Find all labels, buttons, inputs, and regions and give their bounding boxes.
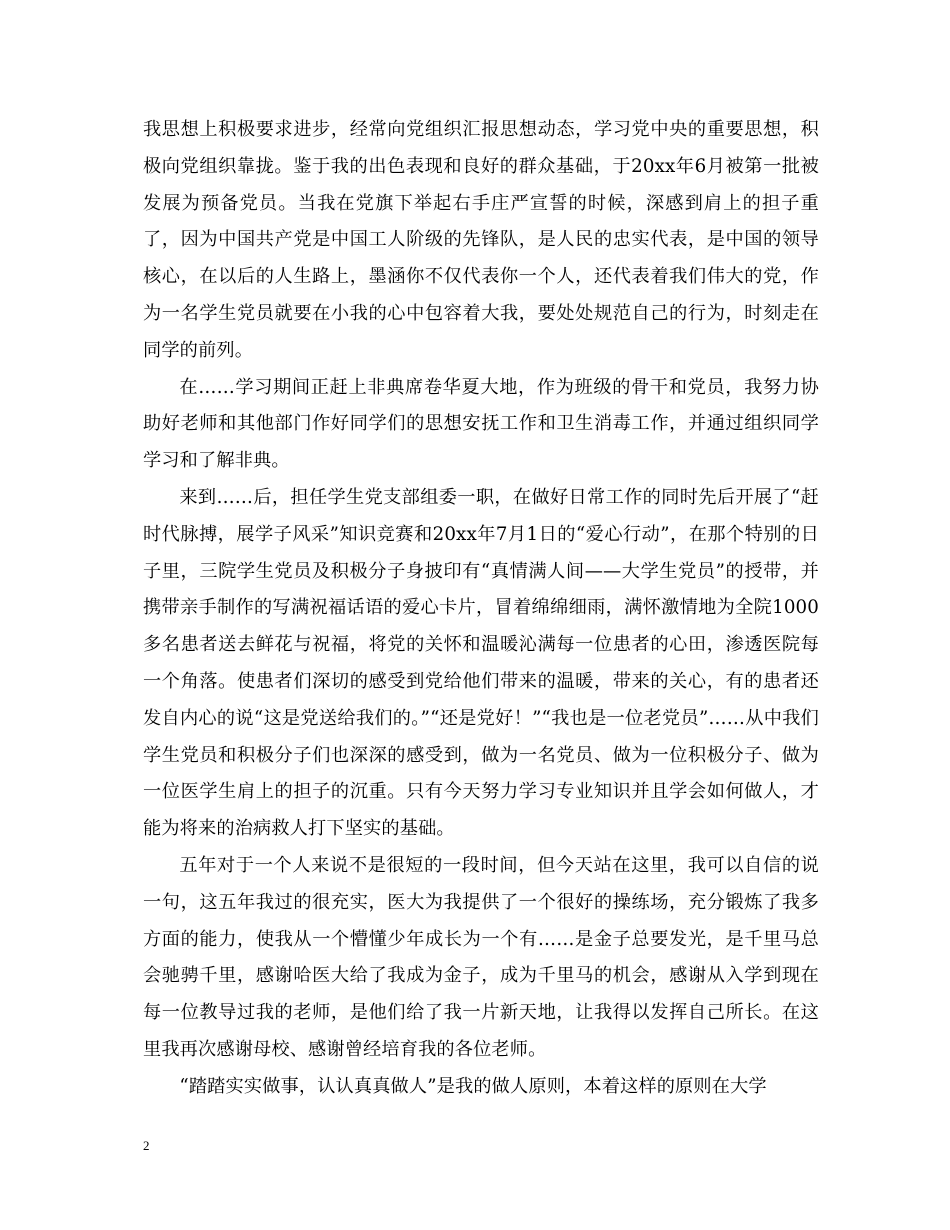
page-number: 2: [143, 1138, 150, 1153]
document-body: [143, 112, 819, 1106]
paragraph-five-years: 五年对于一个人来说不是很短的一段时间，但今天站在这里，我可以自信的说一句，这五年我过的很充实，医大为我提供了一个很好的操练场，充分锻炼了我多方面的能力，使我从一个懵懂少年成长为一个有……是金子总要发光，是千里马总会驰骋千里，感谢哈医大给了我成为金子，成为千里马的机会，感谢从入学到现在每一位教导过我的老师，是他们给了我一片新天地，让我得以发挥自己所长。在这里我再次感谢母校、感谢曾经培育我的各位老师。: [143, 854, 819, 1060]
paragraph-party-branch-work: 来到……后，担任学生党支部组委一职，在做好日常工作的同时先后开展了“赶时代脉搏，展学子风采”知识竞赛和20xx年7月1日的“爱心行动”，在那个特别的日子里，三院学生党员及积极分子身披印有“真情满人间——大学生党员”的授带，并携带亲手制作的写满祝福话语的爱心卡片，冒着绵绵细雨，满怀激情地为全院1000多名患者送去鲜花与祝福，将党的关怀和温暖沁满每一位患者的心田，渗透医院每一个角落。使患者们深切的感受到党给他们带来的温暖，带来的关心，有的患者还发自内心的说“这是党送给我们的。”“还是党好！”“我也是一位老党员”……从中我们学生党员和积极分子们也深深的感受到，做为一名党员、做为一位积极分子、做为一位医学生肩上的担子的沉重。只有今天努力学习专业知识并且学会如何做人，才能为将来的治病救人打下坚实的基础。: [143, 486, 819, 840]
paragraph-sars-period: 在……学习期间正赶上非典席卷华夏大地，作为班级的骨干和党员，我努力协助好老师和其他部门作好同学们的思想安抚工作和卫生消毒工作，并通过组织同学学习和了解非典。: [143, 376, 819, 472]
paragraph-continuation: 我思想上积极要求进步，经常向党组织汇报思想动态，学习党中央的重要思想，积极向党组织靠拢。鉴于我的出色表现和良好的群众基础，于20xx年6月被第一批被发展为预备党员。当我在党旗下举起右手庄严宣誓的时候，深感到肩上的担子重了，因为中国共产党是中国工人阶级的先锋队，是人民的忠实代表，是中国的领导核心，在以后的人生路上，墨涵你不仅代表你一个人，还代表着我们伟大的党，作为一名学生党员就要在小我的心中包容着大我，要处处规范自己的行为，时刻走在同学的前列。: [143, 119, 819, 361]
paragraph-principle: “踏踏实实做事，认认真真做人”是我的做人原则，本着这样的原则在大学: [179, 1075, 767, 1097]
